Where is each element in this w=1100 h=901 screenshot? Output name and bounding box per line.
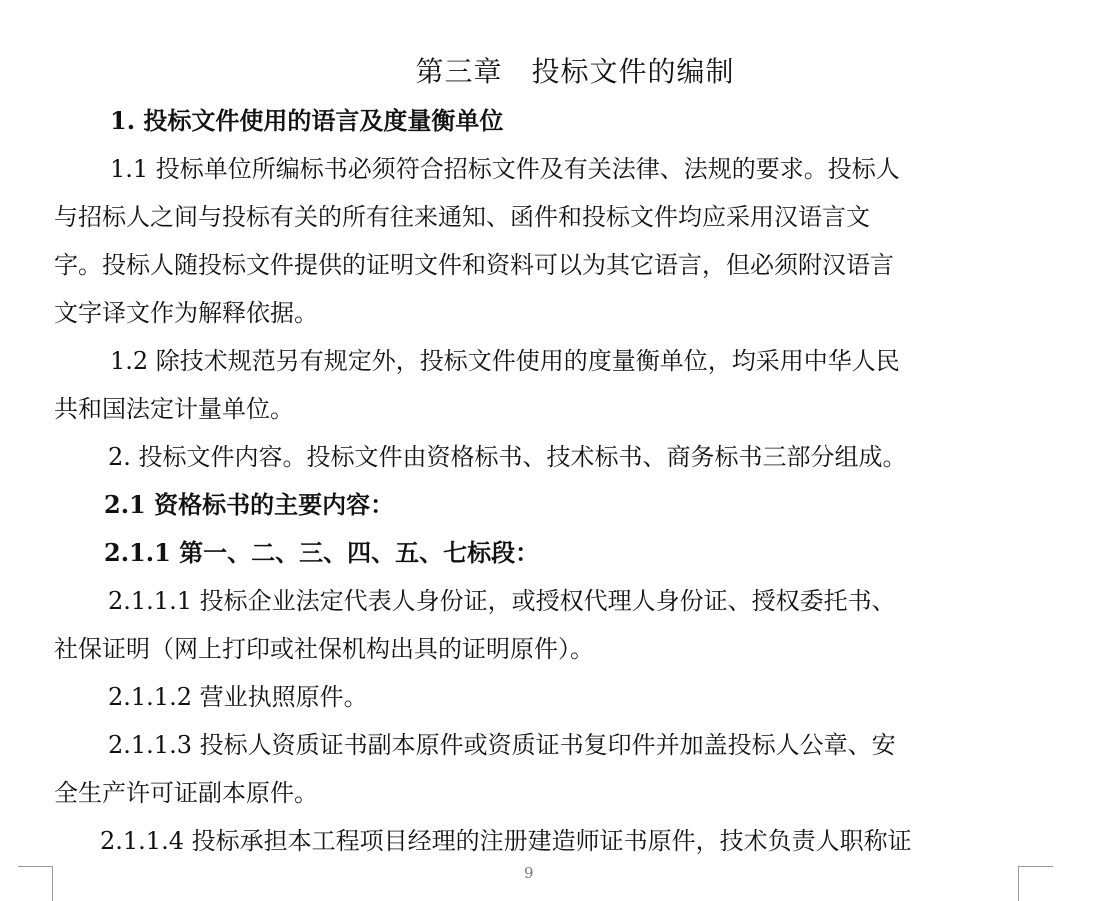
paragraph-line: 2.1.1.3 投标人资质证书副本原件或资质证书复印件并加盖投标人公章、安 [108, 731, 896, 759]
paragraph-line: 共和国法定计量单位。 [54, 395, 294, 423]
paragraph-line: 2.1.1.1 投标企业法定代表人身份证，或授权代理人身份证、授权委托书、 [108, 587, 896, 615]
paragraph-line: 2. 投标文件内容。投标文件由资格标书、技术标书、商务标书三部分组成。 [108, 443, 907, 471]
page-number: 9 [524, 864, 534, 882]
section-heading-2-1-1: 2.1.1 第一、二、三、四、五、七标段： [104, 538, 540, 567]
paragraph-line: 1.2 除技术规范另有规定外，投标文件使用的度量衡单位，均采用中华人民 [110, 347, 900, 375]
paragraph-line: 社保证明（网上打印或社保机构出具的证明原件）。 [54, 635, 594, 663]
paragraph-line: 字。投标人随投标文件提供的证明文件和资料可以为其它语言，但必须附汉语言 [54, 251, 894, 279]
chapter-title: 第三章 投标文件的编制 [415, 55, 735, 88]
section-heading-1: 1. 投标文件使用的语言及度量衡单位 [110, 106, 504, 135]
paragraph-line: 文字译文作为解释依据。 [54, 299, 318, 327]
paragraph-line: 1.1 投标单位所编标书必须符合招标文件及有关法律、法规的要求。投标人 [110, 155, 900, 183]
page-corner-mark-right [1018, 866, 1053, 901]
page-corner-mark-left [18, 866, 53, 901]
paragraph-line: 与招标人之间与投标有关的所有往来通知、函件和投标文件均应采用汉语言文 [54, 203, 870, 231]
section-heading-2-1: 2.1 资格标书的主要内容： [104, 490, 395, 519]
paragraph-line: 全生产许可证副本原件。 [54, 779, 318, 807]
paragraph-line: 2.1.1.4 投标承担本工程项目经理的注册建造师证书原件，技术负责人职称证 [100, 827, 912, 855]
paragraph-line: 2.1.1.2 营业执照原件。 [108, 683, 368, 711]
